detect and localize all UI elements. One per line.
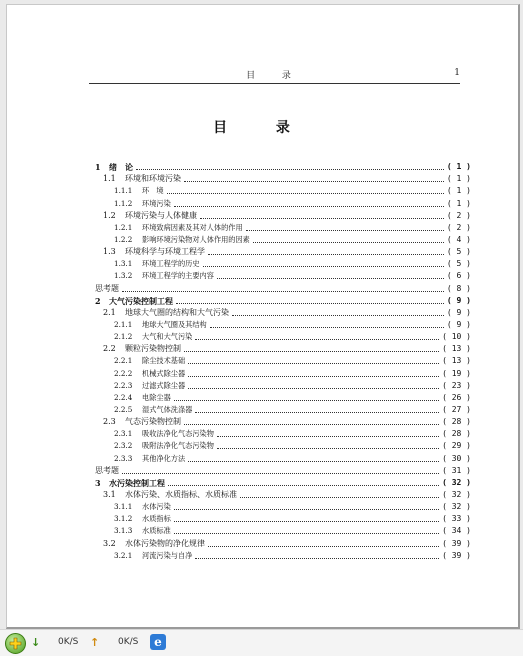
toc-entry-title: 气态污染物控制 [125,417,181,427]
toc-entry-title: 环境和环境污染 [125,174,181,184]
toc-entry-page: ( 4 ) [446,234,471,244]
toc-leader-dots [195,558,439,559]
toc-entry-page: ( 39 ) [442,550,471,560]
toc-leader-dots [253,242,444,243]
toc-leader-dots [210,327,444,328]
toc-entry-page: ( 30 ) [442,453,471,463]
toc-entry-number: 2.1 [103,307,116,317]
toc-entry[interactable] [95,221,471,233]
toc-entry-title: 环境污染与人体健康 [125,210,197,220]
toc-leader-dots [184,351,439,352]
status-bar [0,629,523,656]
toc-entry-number: 3 [95,477,101,488]
toc-entry-page: ( 1 ) [446,186,471,196]
toc-entry-page: ( 29 ) [442,441,471,451]
toc-entry-number: 2 [95,295,101,306]
toc-leader-dots [167,193,444,194]
toc-entry-page: ( 10 ) [442,332,471,342]
toc-entry-page: ( 6 ) [446,271,471,281]
toc-entry-title: 电除尘器 [142,392,171,402]
toc-entry-number: 3.1.1 [114,502,133,512]
toc-entry-page: ( 32 ) [442,502,471,512]
toc-leader-dots [188,388,439,389]
toc-entry[interactable] [95,257,471,269]
plus-circle-icon[interactable] [5,633,26,654]
toc-entry-number: 2.1.1 [114,319,133,329]
toc-entry-title: 水质指标 [142,514,171,524]
toc-leader-dots [188,376,439,377]
toc-entry-page: ( 13 ) [442,356,471,366]
toc-entry-title: 水污染控制工程 [109,477,165,488]
download-speed: 0K/S [58,637,79,647]
toc-entry-page: ( 32 ) [442,489,471,499]
toc-entry-number: 2.1.2 [114,332,133,342]
toc-entry-number: 1.1.1 [114,186,133,196]
toc-entry-title: 环 境 [142,186,164,196]
toc-entry-title: 环境污染 [142,198,171,208]
up-arrow-icon: ↑ [90,636,100,649]
toc-leader-dots [208,254,444,255]
ie-icon[interactable]: e [150,634,166,650]
toc-leader-dots [136,169,444,170]
toc-leader-dots [240,497,439,498]
document-page [6,4,520,629]
toc-entry[interactable] [95,196,471,208]
toc-entry-page: ( 27 ) [442,404,471,414]
toc-entry-page: ( 5 ) [446,247,471,257]
toc-entry-page: ( 23 ) [442,380,471,390]
toc-entry-number: 2.3.3 [114,453,133,463]
toc-entry-number: 1 [95,162,101,173]
toc-entry-title: 水质标准 [142,526,171,536]
toc-entry-title: 大气和大气污染 [142,332,193,342]
toc-entry[interactable] [95,269,471,281]
toc-leader-dots [188,461,439,462]
toc-leader-dots [246,230,444,231]
toc-title: 目 录 [213,120,312,136]
toc-entry-number: 3.2 [103,538,116,548]
toc-leader-dots [208,546,439,547]
toc-leader-dots [200,218,444,219]
toc-entry[interactable] [95,160,471,172]
down-arrow-icon: ↓ [31,636,41,649]
toc-entry-number: 1.2 [103,210,116,220]
toc-leader-dots [174,206,444,207]
toc-entry-title: 河流污染与自净 [142,550,193,560]
toc-entry-number: 3.1 [103,489,116,499]
toc-entry-title: 其他净化方法 [142,453,186,463]
toc-entry-number: 1.1.2 [114,198,133,208]
toc-entry[interactable] [95,464,471,476]
toc-entry-page: ( 8 ) [446,283,471,293]
toc-entry-title: 水体污染物的净化规律 [125,538,205,548]
toc-entry-title: 颗粒污染物控制 [125,344,181,354]
toc-leader-dots [232,315,444,316]
toc-entry-number: 2.3.2 [114,441,133,451]
running-head-title: 目 录 [246,71,303,81]
header-rule [89,83,460,84]
toc-entry-page: ( 31 ) [442,465,471,475]
toc-entry-title: 水体污染 [142,502,171,512]
toc-entry[interactable] [95,245,471,257]
toc-entry-number: 1.3 [103,247,116,257]
toc-entry-number: 2.2.5 [114,404,133,414]
toc-entry-number: 2.2.2 [114,368,133,378]
toc-leader-dots [217,436,439,437]
toc-entry-number: 3.1.2 [114,514,133,524]
toc-entry[interactable] [95,330,471,342]
toc-entry-title: 大气污染控制工程 [109,295,173,306]
toc-entry-title: 环境科学与环境工程学 [125,247,205,257]
toc-entry-number: 1.3.2 [114,271,133,281]
toc-entry-number: 2.3 [103,417,116,427]
toc-entry-title: 思考题 [95,465,119,475]
toc-leader-dots [174,521,439,522]
toc-entry-number: 2.2.4 [114,392,133,402]
toc-entry-number: 2.2 [103,344,116,354]
toc-leader-dots [122,291,444,292]
toc-entry-title: 地球大气圈及其结构 [142,319,207,329]
toc-entry[interactable] [95,281,471,293]
toc-leader-dots [217,278,444,279]
toc-entry-page: ( 32 ) [442,477,471,487]
toc-leader-dots [217,448,439,449]
toc-entry[interactable] [95,209,471,221]
toc-entry-page: ( 19 ) [442,368,471,378]
toc-entry-title: 机械式除尘器 [142,368,186,378]
table-of-contents [95,160,471,561]
toc-entry-page: ( 9 ) [446,319,471,329]
toc-leader-dots [184,181,444,182]
toc-entry-page: ( 34 ) [442,526,471,536]
toc-entry-page: ( 39 ) [442,538,471,548]
toc-entry-page: ( 13 ) [442,344,471,354]
toc-entry-number: 2.2.1 [114,356,133,366]
toc-entry-page: ( 9 ) [446,295,471,305]
toc-entry[interactable] [95,451,471,463]
toc-entry-number: 3.2.1 [114,550,133,560]
toc-entry[interactable] [95,549,471,561]
toc-leader-dots [174,400,439,401]
toc-entry-page: ( 26 ) [442,392,471,402]
toc-entry-title: 影响环境污染物对人体作用的因素 [142,234,250,244]
toc-leader-dots [188,363,439,364]
toc-entry[interactable] [95,403,471,415]
toc-entry[interactable] [95,512,471,524]
toc-entry-number: 2.3.1 [114,429,133,439]
toc-leader-dots [174,509,439,510]
toc-entry-number: 2.2.3 [114,380,133,390]
toc-entry-page: ( 28 ) [442,417,471,427]
toc-leader-dots [195,412,439,413]
toc-entry-page: ( 5 ) [446,259,471,269]
toc-entry-title: 地球大气圈的结构和大气污染 [125,307,229,317]
toc-entry-number: 1.2.2 [114,234,133,244]
toc-leader-dots [195,339,439,340]
toc-entry[interactable] [95,294,471,306]
toc-entry-title: 绪 论 [109,162,133,173]
toc-entry-page: ( 33 ) [442,514,471,524]
toc-entry[interactable] [95,439,471,451]
toc-entry[interactable] [95,500,471,512]
toc-entry-title: 吸附法净化气态污染物 [142,441,214,451]
toc-entry-page: ( 9 ) [446,307,471,317]
toc-entry-title: 水体污染、水质指标、水质标准 [125,489,237,499]
toc-entry[interactable] [95,318,471,330]
toc-entry[interactable] [95,536,471,548]
toc-leader-dots [122,473,439,474]
toc-entry[interactable] [95,342,471,354]
toc-entry-title: 环境工程学的主要内容 [142,271,214,281]
toc-entry-title: 思考题 [95,283,119,293]
toc-entry[interactable] [95,476,471,488]
toc-entry[interactable] [95,427,471,439]
toc-leader-dots [176,303,444,304]
toc-entry-number: 1.2.1 [114,222,133,232]
toc-entry-number: 1.1 [103,174,116,184]
toc-entry-title: 过滤式除尘器 [142,380,186,390]
toc-entry[interactable] [95,172,471,184]
toc-entry-number: 1.3.1 [114,259,133,269]
toc-entry[interactable] [95,524,471,536]
toc-entry-title: 湿式气体洗涤器 [142,404,193,414]
toc-leader-dots [203,266,444,267]
toc-leader-dots [168,485,439,486]
toc-entry[interactable] [95,354,471,366]
toc-leader-dots [184,424,439,425]
toc-entry[interactable] [95,233,471,245]
toc-entry[interactable] [95,488,471,500]
toc-entry[interactable] [95,366,471,378]
toc-entry-page: ( 1 ) [446,174,471,184]
toc-entry-title: 环境致病因素及其对人体的作用 [142,222,243,232]
running-head [89,68,460,82]
toc-entry[interactable] [95,391,471,403]
toc-entry[interactable] [95,306,471,318]
toc-entry[interactable] [95,184,471,196]
toc-entry-page: ( 28 ) [442,429,471,439]
toc-entry[interactable] [95,415,471,427]
toc-leader-dots [174,533,439,534]
toc-entry-page: ( 2 ) [446,222,471,232]
upload-speed: 0K/S [118,637,139,647]
toc-entry[interactable] [95,379,471,391]
toc-entry-number: 3.1.3 [114,526,133,536]
toc-entry-title: 环境工程学的历史 [142,259,200,269]
toc-entry-title: 吸收法净化气态污染物 [142,429,214,439]
toc-entry-title: 除尘技术基础 [142,356,186,366]
toc-entry-page: ( 1 ) [446,162,471,172]
toc-entry-page: ( 1 ) [446,198,471,208]
running-head-page-number: 1 [454,68,460,78]
toc-entry-page: ( 2 ) [446,210,471,220]
